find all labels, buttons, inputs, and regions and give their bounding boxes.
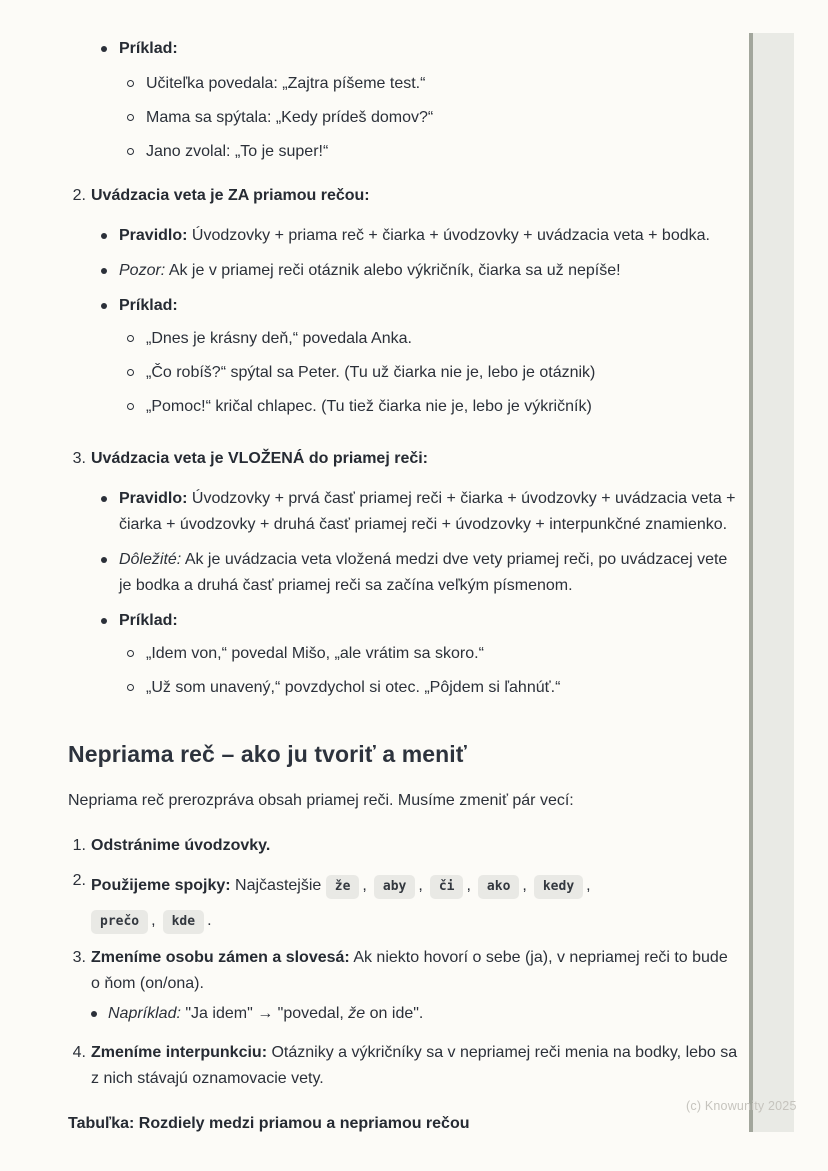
list-item [119,641,740,667]
priklad-label: Príklad: [119,297,178,314]
list-item [93,608,740,709]
list-item [119,360,740,386]
bullet-circle-icon [127,369,134,376]
list-item [119,326,740,352]
bullet-marker [93,258,119,274]
list-item [93,486,740,538]
list-item [93,258,740,284]
bullet-marker [93,36,119,52]
bullet-disc-icon [101,618,107,624]
pravidlo-label: Pravidlo: [119,490,188,507]
conjunction-chip: že [326,875,360,899]
period-terminator: . [207,912,212,929]
bullet-marker [119,360,146,376]
example-text: „Idem von,“ povedal Mišo, „ale vrátim sa skoro.“ [146,645,484,662]
bullet-marker [91,1001,108,1017]
bullet-marker [93,223,119,239]
item-number: 1. [72,837,86,854]
conjunction-chip: kedy [534,875,583,899]
item-number: 2. [72,872,86,889]
step3-text: Ak niekto hovorí o sebe (ja), v nepriamej reči to bude o ňom (on/ona). [91,949,728,992]
section-intro: Nepriama reč prerozpráva obsah priamej reči. Musíme zmeniť pár vecí: [68,792,574,809]
bullet-marker [93,486,119,502]
example-text: Učiteľka povedala: „Zajtra píšeme test.“ [146,75,426,92]
bullet-disc-icon [101,557,107,563]
list-item [93,223,740,249]
example-sublist [119,326,740,420]
list-item [93,36,740,62]
scrollbar-track[interactable] [749,33,794,1132]
bullet-marker [119,71,146,87]
comma-separator: , [418,877,423,894]
numbered-item [68,183,740,209]
watermark: (c) Knowunity 2025 [686,1099,797,1113]
step4-text: Otázniky a výkričníky sa v nepriamej reči menia na bodky, lebo sa z nich stávajú oznamovacie vety. [91,1044,738,1087]
list-item [119,105,740,131]
example-text: „Dnes je krásny deň,“ povedala Anka. [146,330,412,347]
list-item [91,1001,740,1027]
bullet-marker [119,641,146,657]
bullet-circle-icon [127,403,134,410]
comma-separator: , [466,877,471,894]
napriklad-label: Napríklad: [108,1005,181,1022]
example-text: „Čo robíš?“ spýtal sa Peter. (Tu už čiarka nie je, lebo je otáznik) [146,364,596,381]
bullet-marker [93,293,119,309]
bullet-marker [119,139,146,155]
list-item [119,394,740,420]
bullet-circle-icon [127,335,134,342]
bullet-marker [119,105,146,121]
example-text: „Už som unavený,“ povzdychol si otec. „Pôjdem si ľahnúť.“ [146,679,561,696]
napriklad-post: on ide". [369,1005,424,1022]
bullet-circle-icon [127,684,134,691]
numbered-item [68,446,740,472]
list-item [119,675,740,701]
dolezite-label: Dôležité: [119,551,182,568]
conjunction-chip: či [430,875,464,899]
step4-bold: Zmeníme interpunkciu: [91,1044,268,1061]
pozor-text: Ak je v priamej reči otáznik alebo výkričník, čiarka sa už nepíše! [168,262,621,279]
example-text: Jano zvolal: „To je super!“ [146,143,329,160]
bullet-circle-icon [127,148,134,155]
bullet-disc-icon [101,46,107,52]
section-heading: Nepriama reč – ako ju tvoriť a meniť [68,741,467,767]
table-caption: Tabuľka: Rozdiely medzi priamou a nepriamou rečou [68,1115,470,1132]
bullet-disc-icon [101,233,107,239]
pozor-label: Pozor: [119,262,166,279]
rule2-title: Uvádzacia veta je ZA priamou rečou: [91,187,370,204]
item-number: 3. [72,450,86,467]
numbered-item [68,868,740,938]
steps-list [68,833,740,1092]
list-item [93,293,740,428]
bullet-marker [119,326,146,342]
item-number: 2. [72,187,86,204]
numbered-item [68,945,740,1027]
conjunction-chip: aby [374,875,415,899]
rule3-section [68,446,740,709]
pravidlo-label: Pravidlo: [119,227,188,244]
bullet-disc-icon [101,303,107,309]
napriklad-italic-word: že [348,1005,366,1022]
conjunction-chip: ako [478,875,519,899]
dolezite-text: Ak je uvádzacia veta vložená medzi dve vety priamej reči, po uvádzacej vete je bodka a druhá časť priamej reči sa začína veľkým písmenom. [119,551,728,594]
numbered-item [68,833,740,859]
comma-separator: , [362,877,367,894]
bullet-marker [119,675,146,691]
bullet-marker [93,608,119,624]
bullet-circle-icon [127,80,134,87]
example-sublist [119,641,740,701]
step2-text: Najčastejšie [235,877,322,894]
pravidlo-text: Úvodzovky + prvá časť priamej reči + čiarka + úvodzovky + uvádzacia veta + čiarka + úvodzovky + druhá časť priamej reči + úvodzovky + interpunkčné znamienko. [119,490,736,533]
rule3-title: Uvádzacia veta je VLOŽENÁ do priamej reči: [91,450,429,467]
numbered-item [68,1040,740,1092]
list-item [119,71,740,97]
priklad-label: Príklad: [119,612,178,629]
bullet-marker [119,394,146,410]
bullet-marker [93,547,119,563]
example-sublist [119,71,740,165]
example-text: Mama sa spýtala: „Kedy prídeš domov?“ [146,109,434,126]
comma-separator: , [586,877,591,894]
conjunction-chip: prečo [91,910,148,934]
item-number: 3. [72,949,86,966]
bullet-circle-icon [127,650,134,657]
napriklad-pre: "Ja idem" → "povedal, [185,1005,344,1022]
bullet-disc-icon [101,496,107,502]
step1-bold: Odstránime úvodzovky. [91,837,271,854]
comma-separator: , [522,877,527,894]
rule2-section [68,183,740,428]
rule2-body [93,223,740,428]
list-item [119,139,740,165]
bullet-circle-icon [127,114,134,121]
document-content [68,36,740,1137]
pravidlo-text: Úvodzovky + priama reč + čiarka + úvodzovky + uvádzacia veta + bodka. [191,227,710,244]
bullet-disc-icon [91,1011,97,1017]
item-number: 4. [72,1044,86,1061]
example-text: „Pomoc!“ kričal chlapec. (Tu tiež čiarka nie je, lebo je výkričník) [146,398,592,415]
bullet-disc-icon [101,268,107,274]
conjunction-chip: kde [163,910,204,934]
rule1-example-block [93,36,740,165]
list-item [93,547,740,599]
step3-bold: Zmeníme osobu zámen a slovesá: [91,949,350,966]
rule3-body [93,486,740,709]
step2-bold: Použijeme spojky: [91,877,231,894]
example-label: Príklad: [119,40,178,57]
comma-separator: , [151,912,156,929]
